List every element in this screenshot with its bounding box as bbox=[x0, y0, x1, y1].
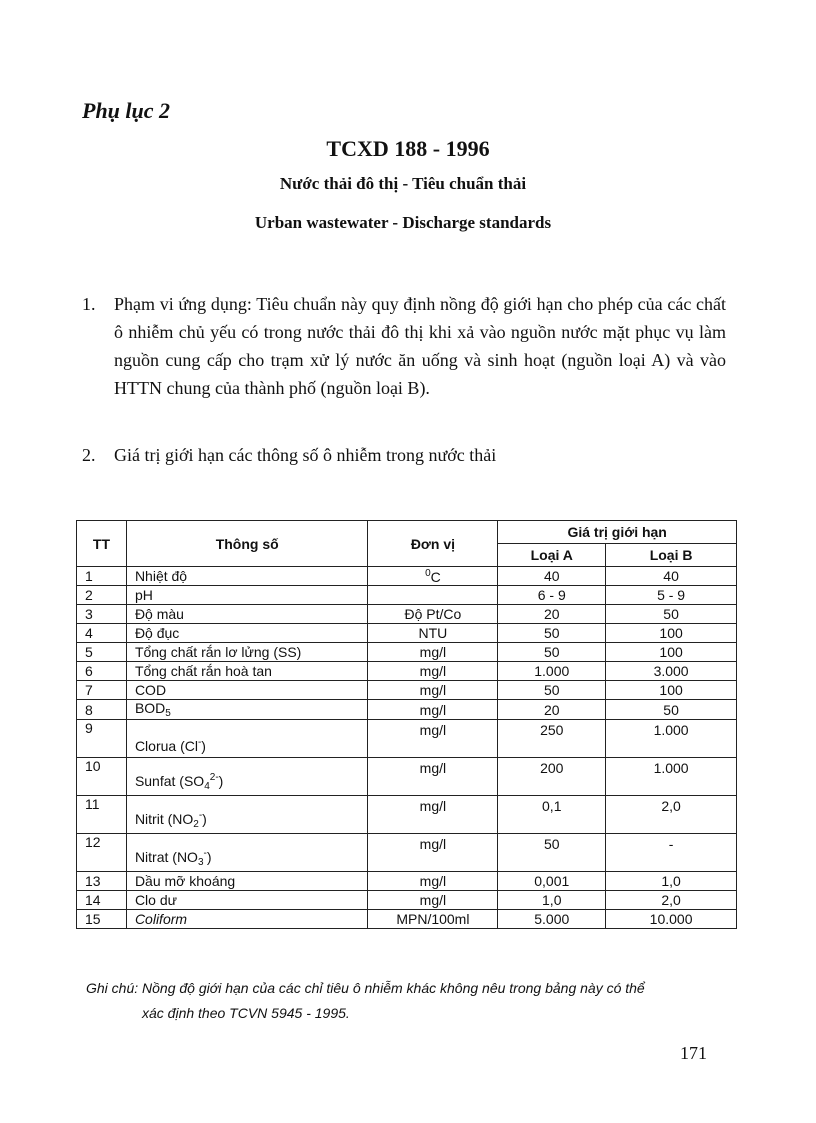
cell-type-b: 2,0 bbox=[606, 891, 737, 910]
cell-tt: 10 bbox=[77, 758, 127, 796]
cell-unit bbox=[368, 834, 498, 872]
table-row bbox=[77, 910, 737, 929]
parameter-name: Độ đục bbox=[134, 625, 180, 641]
cell-unit bbox=[368, 700, 498, 720]
cell-unit bbox=[368, 910, 498, 929]
cell-parameter bbox=[126, 700, 368, 720]
cell-type-a: 200 bbox=[498, 758, 606, 796]
table-row bbox=[77, 605, 737, 624]
paragraph-text: Giá trị giới hạn các thông số ô nhiễm trong nước thải bbox=[114, 445, 497, 465]
cell-tt: 3 bbox=[77, 605, 127, 624]
unit-value: mg/l bbox=[419, 760, 447, 776]
cell-type-a: 50 bbox=[498, 834, 606, 872]
cell-parameter bbox=[126, 720, 368, 758]
appendix-heading: Phụ lục 2 bbox=[82, 98, 171, 123]
cell-tt: 11 bbox=[77, 796, 127, 834]
cell-parameter bbox=[126, 872, 368, 891]
cell-unit bbox=[368, 662, 498, 681]
table-row bbox=[77, 758, 737, 796]
parameter-subscript: 3 bbox=[197, 857, 204, 868]
cell-type-b: 1,0 bbox=[606, 872, 737, 891]
cell-unit bbox=[368, 891, 498, 910]
parameter-name: Coliform bbox=[134, 911, 188, 927]
cell-parameter bbox=[126, 586, 368, 605]
cell-tt: 1 bbox=[77, 567, 127, 586]
table-row bbox=[77, 681, 737, 700]
table-row bbox=[77, 891, 737, 910]
paragraph-number: 1. bbox=[82, 294, 96, 314]
cell-unit bbox=[368, 796, 498, 834]
parameter-name: Độ màu bbox=[134, 606, 184, 622]
cell-tt: 13 bbox=[77, 872, 127, 891]
cell-tt: 5 bbox=[77, 643, 127, 662]
parameter-suffix: ) bbox=[201, 738, 206, 754]
cell-unit bbox=[368, 643, 498, 662]
table-row bbox=[77, 872, 737, 891]
cell-type-b: - bbox=[606, 834, 737, 872]
cell-type-b: 50 bbox=[606, 605, 737, 624]
header-tt: TT bbox=[77, 521, 127, 567]
parameter-name: COD bbox=[134, 682, 167, 698]
cell-type-b: 5 - 9 bbox=[606, 586, 737, 605]
parameter-subscript: 2 bbox=[193, 819, 199, 830]
cell-type-a: 40 bbox=[498, 567, 606, 586]
cell-parameter bbox=[126, 605, 368, 624]
parameter-name: BOD bbox=[134, 700, 166, 716]
cell-unit bbox=[368, 758, 498, 796]
header-parameter: Thông số bbox=[126, 521, 368, 567]
unit-value: mg/l bbox=[419, 701, 447, 718]
cell-parameter bbox=[126, 910, 368, 929]
cell-tt: 12 bbox=[77, 834, 127, 872]
cell-parameter bbox=[126, 662, 368, 681]
cell-type-a: 50 bbox=[498, 681, 606, 700]
cell-type-a: 5.000 bbox=[498, 910, 606, 929]
unit-value: Độ Pt/Co bbox=[404, 606, 462, 622]
footnote-line-1: Ghi chú: Nồng độ giới hạn của các chỉ tiêu ô nhiễm khác không nêu trong bảng này có thể bbox=[86, 980, 645, 996]
cell-type-a: 50 bbox=[498, 624, 606, 643]
title-english: Urban wastewater - Discharge standards bbox=[254, 213, 552, 232]
cell-type-b: 50 bbox=[606, 700, 737, 720]
parameter-name: Clorua (Cl bbox=[134, 738, 198, 754]
header-limit-value: Giá trị giới hạn bbox=[498, 521, 737, 544]
cell-type-b: 3.000 bbox=[606, 662, 737, 681]
header-type-b: Loại B bbox=[606, 544, 737, 567]
cell-type-b: 10.000 bbox=[606, 910, 737, 929]
cell-type-a: 20 bbox=[498, 605, 606, 624]
unit-value: mg/l bbox=[419, 892, 447, 908]
header-unit: Đơn vị bbox=[368, 521, 498, 567]
cell-type-a: 1,0 bbox=[498, 891, 606, 910]
cell-unit bbox=[368, 586, 498, 605]
table-row bbox=[77, 720, 737, 758]
cell-parameter bbox=[126, 796, 368, 834]
cell-unit bbox=[368, 720, 498, 758]
cell-parameter bbox=[126, 643, 368, 662]
paragraph-text: Phạm vi ứng dụng: Tiêu chuẩn này quy định nồng độ giới hạn cho phép của các chất ô nhiễm chủ yếu có trong nước thải đô thị khi xả vào nguồn nước mặt phục vụ làm nguồn cung cấp cho trạm xử lý nước ăn uống và sinh hoạt (nguồn loại A) và vào HTTN chung của thành phố (nguồn loại B). bbox=[114, 294, 726, 398]
unit-value: MPN/100ml bbox=[396, 911, 470, 927]
footnote bbox=[86, 976, 746, 1026]
parameter-suffix: ) bbox=[202, 811, 207, 827]
table-row bbox=[77, 700, 737, 720]
unit-value: NTU bbox=[418, 625, 448, 641]
cell-unit bbox=[368, 681, 498, 700]
cell-type-b: 40 bbox=[606, 567, 737, 586]
cell-parameter bbox=[126, 624, 368, 643]
cell-tt: 15 bbox=[77, 910, 127, 929]
parameter-superscript: - bbox=[198, 810, 203, 821]
cell-tt: 2 bbox=[77, 586, 127, 605]
unit-value: mg/l bbox=[419, 722, 447, 738]
page-number: 171 bbox=[680, 1043, 707, 1063]
cell-tt: 14 bbox=[77, 891, 127, 910]
parameter-subscript: 4 bbox=[204, 781, 210, 792]
cell-tt: 6 bbox=[77, 662, 127, 681]
table-row bbox=[77, 834, 737, 872]
cell-type-a: 20 bbox=[498, 700, 606, 720]
header-type-a: Loại A bbox=[498, 544, 606, 567]
cell-type-a: 250 bbox=[498, 720, 606, 758]
cell-type-b: 1.000 bbox=[606, 758, 737, 796]
cell-type-b: 2,0 bbox=[606, 796, 737, 834]
paragraph-number: 2. bbox=[82, 445, 96, 465]
cell-tt: 4 bbox=[77, 624, 127, 643]
table-row bbox=[77, 662, 737, 681]
parameter-name: Nitrit (NO bbox=[134, 811, 194, 827]
unit-superscript: 0 bbox=[425, 567, 431, 579]
parameter-name: Tổng chất rắn hoà tan bbox=[134, 663, 272, 679]
cell-unit bbox=[368, 567, 498, 586]
table-body bbox=[77, 567, 737, 929]
cell-type-a: 6 - 9 bbox=[498, 586, 606, 605]
cell-parameter bbox=[126, 681, 368, 700]
cell-parameter bbox=[126, 567, 368, 586]
limits-table bbox=[76, 520, 737, 929]
title-vietnamese: Nước thải đô thị - Tiêu chuẩn thải bbox=[279, 174, 527, 193]
unit-value: mg/l bbox=[419, 663, 447, 679]
table-row bbox=[77, 796, 737, 834]
cell-unit bbox=[368, 872, 498, 891]
parameter-superscript: - bbox=[203, 848, 207, 859]
cell-type-a: 0,001 bbox=[498, 872, 606, 891]
footnote-line-2: xác định theo TCVN 5945 - 1995. bbox=[142, 1005, 350, 1021]
cell-unit bbox=[368, 624, 498, 643]
paragraph-limits bbox=[82, 441, 726, 469]
parameter-name: Dầu mỡ khoáng bbox=[134, 873, 236, 889]
cell-type-a: 0,1 bbox=[498, 796, 606, 834]
parameter-name: Sunfat (SO bbox=[134, 773, 205, 789]
unit-value: mg/l bbox=[419, 682, 447, 698]
cell-type-a: 50 bbox=[498, 643, 606, 662]
cell-unit bbox=[368, 605, 498, 624]
table-row bbox=[77, 586, 737, 605]
cell-type-b: 1.000 bbox=[606, 720, 737, 758]
parameter-name: pH bbox=[134, 587, 153, 603]
parameter-name: Clo dư bbox=[134, 892, 177, 908]
cell-type-a: 1.000 bbox=[498, 662, 606, 681]
cell-tt: 7 bbox=[77, 681, 127, 700]
parameter-name: Nitrat (NO bbox=[134, 849, 198, 865]
cell-parameter bbox=[126, 758, 368, 796]
paragraph-scope bbox=[82, 290, 726, 402]
cell-type-b: 100 bbox=[606, 643, 737, 662]
table-row bbox=[77, 643, 737, 662]
unit-value: C bbox=[430, 568, 441, 585]
cell-type-b: 100 bbox=[606, 624, 737, 643]
parameter-name: Tổng chất rắn lơ lửng (SS) bbox=[134, 644, 302, 660]
standard-code: TCXD 188 - 1996 bbox=[326, 136, 490, 161]
parameter-superscript: - bbox=[197, 737, 202, 748]
unit-value: mg/l bbox=[419, 873, 447, 889]
unit-value: mg/l bbox=[419, 836, 447, 852]
cell-type-b: 100 bbox=[606, 681, 737, 700]
table-header-row bbox=[77, 521, 737, 544]
parameter-subscript: 5 bbox=[165, 708, 171, 719]
cell-tt: 9 bbox=[77, 720, 127, 758]
parameter-suffix: ) bbox=[206, 849, 212, 865]
unit-value: mg/l bbox=[419, 644, 447, 660]
unit-value: mg/l bbox=[419, 798, 447, 814]
table-row bbox=[77, 624, 737, 643]
parameter-suffix: ) bbox=[218, 773, 224, 789]
cell-parameter bbox=[126, 891, 368, 910]
cell-tt: 8 bbox=[77, 700, 127, 720]
cell-parameter bbox=[126, 834, 368, 872]
table-row bbox=[77, 567, 737, 586]
parameter-superscript: 2- bbox=[209, 772, 219, 783]
parameter-name: Nhiệt độ bbox=[134, 568, 188, 584]
